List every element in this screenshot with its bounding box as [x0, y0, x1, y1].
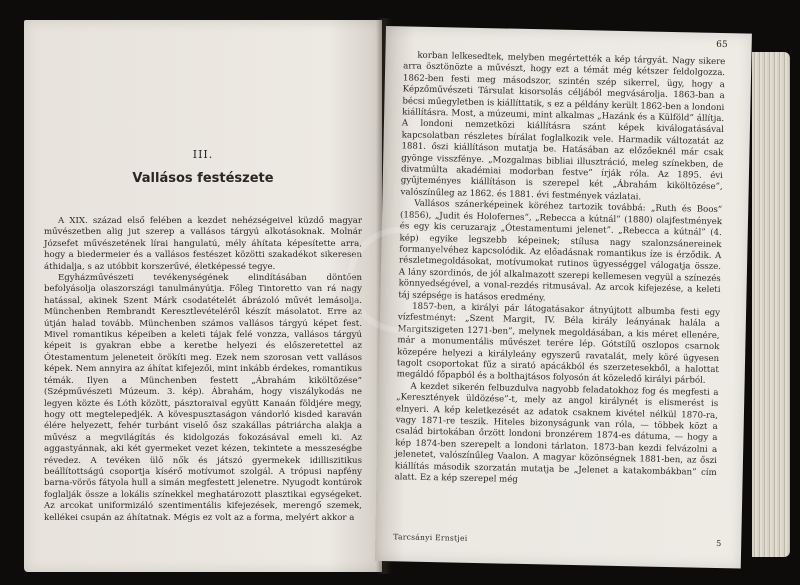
paragraph: Egyházművészeti tevékenységének elindításában döntően befolyásolja olaszországi tanulmányútja. Főleg Tintoretto van rá nagy hatással, akinek Szent Márk csodatételét ábrázoló művét lemásolja. Münchenben Rembrandt Keresztlevételéről készít másolatot. Erre az útján halad tovább. Münchenben számos vallásos tárgyú képet fest. Mivel romantikus képeiben a keleti tájak felé vonzza, vallásos tárgyú képeit is gyakran ebbe a keretbe helyezi és előszeretettel az Ótestamentum jeleneteit örökíti meg. Ezek nem szorosan vett vallásos képek. Nem annyira az áhítat kifejezői, mint inkább érdekes, romantikus témák. Ilyen a Münchenben festett „Ábrahám kiköltözése” (Szépművészeti Múzeum. 3. kép). Ábrahám, hogy viszálykodás ne legyen közte és Lóth között, pásztoraival együtt Kanaán földjére megy, hogy ott megtelepedjék. A kövespusztaságon vándorló kisded karaván élére helyezett, fehér turbánt viselő ősz szakállas pátriárcha alakja a művész a megvilágítás és kidolgozás fokozásával emeli ki. Az aggastyánnak, aki két gyermeket vezet kézen, tekintete a messzeségbe révedez. A tevéken ülő nők és játszó gyermekek idilliszitikus beállítottságú csoportja kísérő motívumot szolgál. A trópusi napfény barna-vörös fátyola hull a simán megfestett jelenetre. Nyugodt kontúrok foglalják össze a lokális színekkel meghatározott plasztikai egységeket. Az arcokat uniformizáló szentimentális kifejezések, merengő szemek, kellékei csupán az áhítatnak. Mégis ez volt az a forma, melyért akkor a	[44, 273, 362, 523]
footer-label: Tarcsányi Ernstjei	[393, 532, 468, 543]
paragraph: A XIX. század első felében a kezdet nehézségeivel küzdő magyar művészetben alig jut szerep a vallásos tárgyú alkotásoknak. Molnár Józsefet művészetének lírai hangulatú, mély áhítata képesítette arra, hogy a biedermeier és a vallásos festészet közötti szakadékot sikeresen áthidalja, s az utóbbit korszerűvé, életképessé tegye.	[44, 216, 362, 272]
right-page-body	[394, 50, 726, 519]
paragraph: Vallásos szánerképeinek köréhez tartozik továbbá: „Ruth és Boos” (1856), „Judit és Holofernes”, „Rebecca a kútnál” (1880) olajfestmények és egy kis ceruzarajz „Ótestamentumi jelenet”. „Rebecca a kútnál” (4. kép) egyike legszebb képeinek; stílusa nagy szalonzsánereinek formanyelvéhez kapcsolódik. Az előadásnak romantikus íze is érződik. A részletmegoldásokat, motívumokat rutinos ügyességgel válogatja össze. A lány szordinós, de jól alkalmazott szerepi kellemesen vegyül a színezés könnyedségével, a vonal-rezdés ritmusával. Az arcok kifejezése, a keleti táj szépsége is hatásos eredmény.	[398, 198, 723, 303]
paragraph: korban lelkesedtek, melyben megértették a kép tárgyát. Nagy sikere arra ösztönözte a művészt, hogy ezt a témát még kétszer feldolgozza. 1862-ben festi meg másodszor, szintén szép sikerrel, ügy, hogy a Képzőművészeti Társulat kisorsolás céljából megvásárolja. 1863-ban a bécsi műegyletben is kiállíttatik, s ez a példány került 1862-ben a londoni kiállításra. Most, a múzeumi, mint alkalmas „Hazánk és a Külföld” állítja. A londoni nemzetközi kiállításra szánt képek kiválogatásával kapcsolatban részletes bírálat foglalkozik vele. Harmadik változatát az 1881. őszi kiállításon mutatja be. Hatásában az előzőeknél már csak gyönge visszfénye. „Mozgalmas bibliai illusztráció, meleg színekben, de divatmúlta akadémiai modorban festve” írják róla. Az 1895. évi gyűjteményes kiállításon is szerepel két „Ábrahám kiköltözése”, valószínűleg az 1862. és 1881. évi festmények vázlatai.	[400, 50, 726, 203]
chapter-number: III.	[192, 148, 214, 161]
right-page	[375, 26, 752, 569]
page-number: 65	[716, 39, 728, 51]
paragraph: A kezdet sikerén felbuzdulva nagyobb feladatokhoz fog és megfesti a „Keresztények üldözése”-t, mely az angol királynét is elismerést is elnyeri. A kép keletkezését az adatok csaknem kivétel nélkül 1870-ra, vagy 1871-re teszik. Hiteles bizonyságunk van róla, — többek közt a család birtokában őrzött londoni bronzérem 1874-es dátuma, — hogy a kép 1874-ben szerepelt a londoni tárlaton. 1873-ban kezdi felvázolni a jelenetet, valószínűleg Vaalon. A magyar közönségnek 1881-ben, az őszi kiállítás második szorzatán mutatja be „Jelenet a katakombákban” cím alatt. Ez a kép szerepel még	[394, 381, 719, 485]
chapter-title: Vallásos festészete	[132, 171, 274, 186]
left-page	[24, 20, 382, 572]
signature-mark: 5	[716, 539, 722, 549]
page-stack-edge	[752, 52, 790, 557]
paragraph: 1857-ben, a királyi pár látogatásakor átnyújtott albumba festi egy vízfestményt: „Szent Margit, IV. Béla király leányának halála a Margitszigeten 1271-ben”, melynek megoldásában, a kis méret ellenére, már a monumentális művészet terére lép. Gótstílű oszlopos csarnok közepére helyezi a királyleány egyszerű ravatalát, mely köré ügyesen tagolt csoportokat fűz a sirató apácákból és szerzetesekből, a halottat megáldó főpapból és a bolthajtásos folyosón át közeledő királyi párból.	[396, 301, 721, 387]
left-page-body	[44, 216, 362, 566]
